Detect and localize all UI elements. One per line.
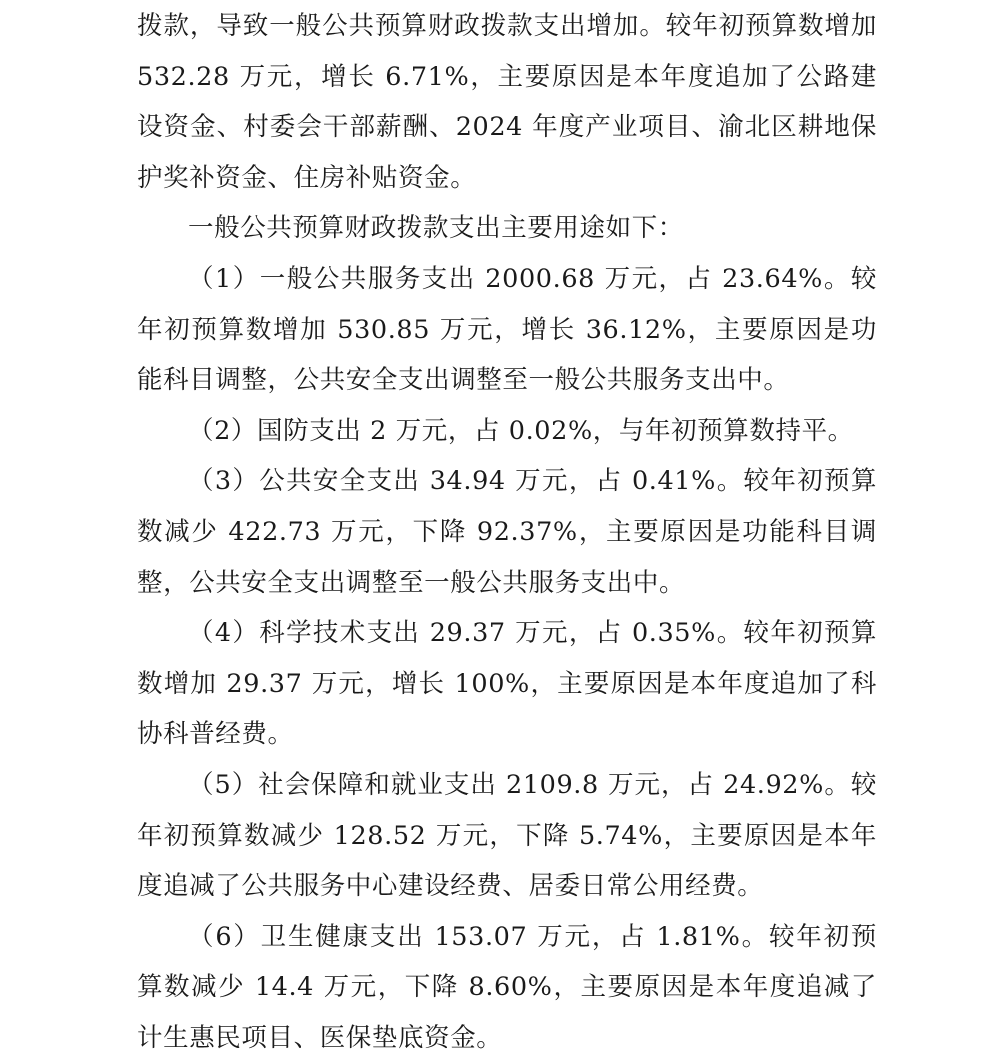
paragraph-social-security-employment: （5）社会保障和就业支出 2109.8 万元，占 24.92%。较年初预算数减少 128.52 万元，下降 5.74%，主要原因是本年度追减了公共服务中心建设经费、居委日常公用经费。 — [137, 769, 877, 902]
paragraph-general-public-services: （1）一般公共服务支出 2000.68 万元，占 23.64%。较年初预算数增加 530.85 万元，增长 36.12%，主要原因是功能科目调整，公共安全支出调整至一般公共服务支出中。 — [137, 263, 877, 396]
document-page — [137, 0, 877, 1063]
paragraph-usage-intro: 一般公共预算财政拨款支出主要用途如下： — [188, 213, 684, 244]
paragraph-allocation-summary: 拨款，导致一般公共预算财政拨款支出增加。较年初预算数增加 532.28 万元，增长 6.71%，主要原因是本年度追加了公路建设资金、村委会干部薪酬、2024 年度产业项目、渝北区耕地保护奖补资金、住房补贴资金。 — [137, 11, 877, 193]
paragraph-national-defense: （2）国防支出 2 万元，占 0.02%，与年初预算数持平。 — [188, 415, 854, 446]
paragraph-science-technology: （4）科学技术支出 29.37 万元，占 0.35%。较年初预算数增加 29.37 万元，增长 100%，主要原因是本年度追加了科协科普经费。 — [137, 618, 877, 750]
paragraph-public-security: （3）公共安全支出 34.94 万元，占 0.41%。较年初预算数减少 422.73 万元，下降 92.37%，主要原因是功能科目调整，公共安全支出调整至一般公共服务支出中。 — [137, 466, 877, 598]
paragraph-health: （6）卫生健康支出 153.07 万元，占 1.81%。较年初预算数减少 14.4 万元，下降 8.60%，主要原因是本年度追减了计生惠民项目、医保垫底资金。 — [137, 921, 877, 1053]
